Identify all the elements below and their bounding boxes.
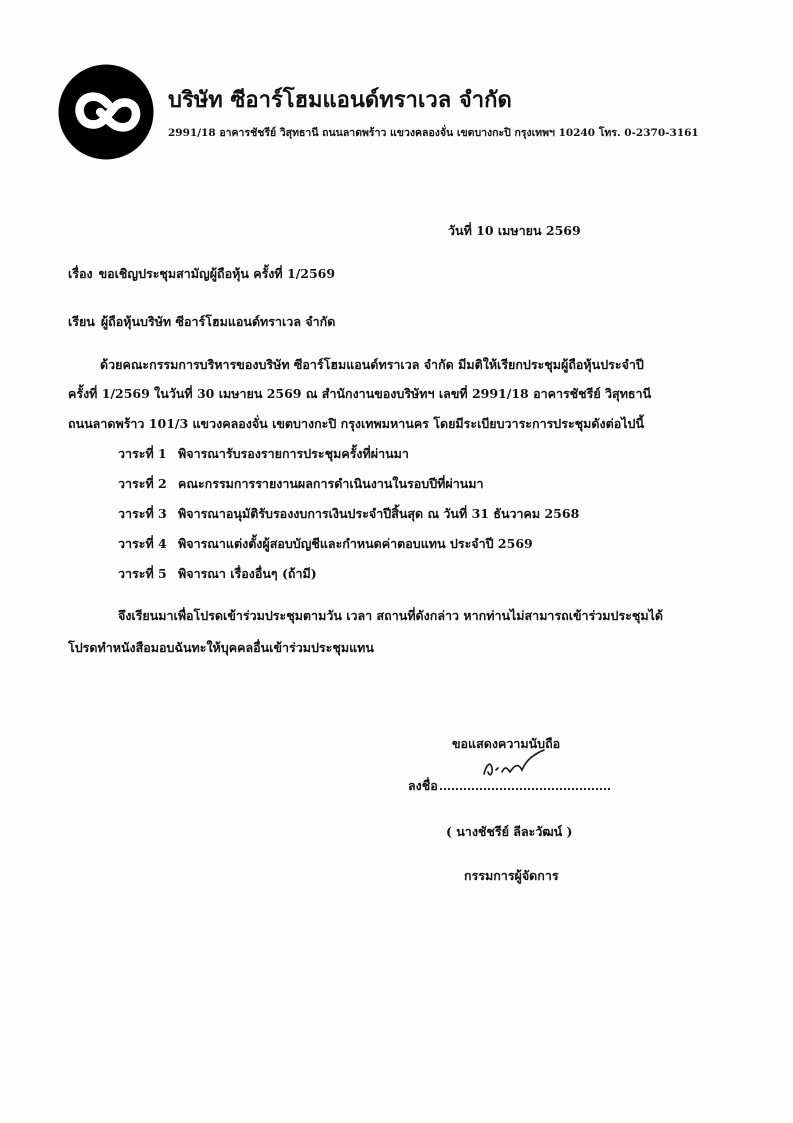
agenda-text: พิจารณาอนุมัติรับรองงบการเงินประจำปีสิ้นสุด ณ วันที่ 31 ธันวาคม 2568 [178,506,580,521]
subject-label: เรื่อง [68,266,93,281]
agenda-number: วาระที่ 5 [118,566,167,581]
signer-name: ( นางชัชรีย์ ลีละวัฒน์ ) [446,824,573,839]
invitation-line-1: จึงเรียนมาเพื่อโปรดเข้าร่วมประชุมตามวัน เวลา สถานที่ดังกล่าว หากท่านไม่สามารถเข้าร่วมประชุมได้ [118,608,664,623]
agenda-number: วาระที่ 2 [118,476,167,491]
closing-text: ขอแสดงความนับถือ [452,736,561,751]
agenda-text: คณะกรรมการรายงานผลการดำเนินงานในรอบปีที่ผ่านมา [178,476,484,491]
agenda-item [118,504,579,524]
agenda-text: พิจารณารับรองรายการประชุมครั้งที่ผ่านมา [178,446,409,461]
subject-line [68,264,335,284]
signer-title: กรรมการผู้จัดการ [464,868,559,883]
agenda-item [118,444,409,464]
subject-text: ขอเชิญประชุมสามัญผู้ถือหุ้น ครั้งที่ 1/2569 [98,266,336,281]
company-address: 2991/18 อาคารชัชรีย์ วิสุทธานี ถนนลาดพร้าว แขวงคลองจั่น เขตบางกะปิ กรุงเทพฯ 10240 โทร. 0-2370-3161 [168,127,699,139]
agenda-item [118,534,533,554]
agenda-text: พิจารณาแต่งตั้งผู้สอบบัญชีและกำหนดค่าตอบแทน ประจำปี 2569 [178,536,533,551]
agenda-number: วาระที่ 3 [118,506,167,521]
letter-date: วันที่ 10 เมษายน 2569 [448,223,581,238]
body-line-3: ถนนลาดพร้าว 101/3 แขวงคลองจั่น เขตบางกะปิ กรุงเทพมหานคร โดยมีระเบียบวาระการประชุมดังต่อไปนี้ [68,416,645,431]
body-line-2: ครั้งที่ 1/2569 ในวันที่ 30 เมษายน 2569 ณ สำนักงานของบริษัทฯ เลขที่ 2991/18 อาคารชัชรีย์ วิสุทธานี [68,386,652,401]
signature-dotted-line [440,778,610,790]
recipient-line [68,312,335,332]
agenda-number: วาระที่ 4 [118,536,167,551]
agenda-text: พิจารณา เรื่องอื่นๆ (ถ้ามี) [178,566,317,581]
recipient-text: ผู้ถือหุ้นบริษัท ซีอาร์โฮมแอนด์ทราเวล จำกัด [100,314,336,329]
invitation-line-2: โปรดทำหนังสือมอบฉันทะให้บุคคลอื่นเข้าร่วมประชุมแทน [68,640,374,655]
company-name: บริษัท ซีอาร์โฮมแอนด์ทราเวล จำกัด [168,87,512,113]
recipient-label: เรียน [68,314,95,329]
agenda-item [118,474,484,494]
signature-line [408,776,610,796]
agenda-item [118,564,317,584]
company-logo-icon [58,64,154,160]
body-line-1: ด้วยคณะกรรมการบริหารของบริษัท ซีอาร์โฮมแอนด์ทราเวล จำกัด มีมติให้เรียกประชุมผู้ถือหุ้นประจำปี [100,357,644,372]
agenda-number: วาระที่ 1 [118,446,167,461]
signature-label: ลงชื่อ [408,778,438,793]
